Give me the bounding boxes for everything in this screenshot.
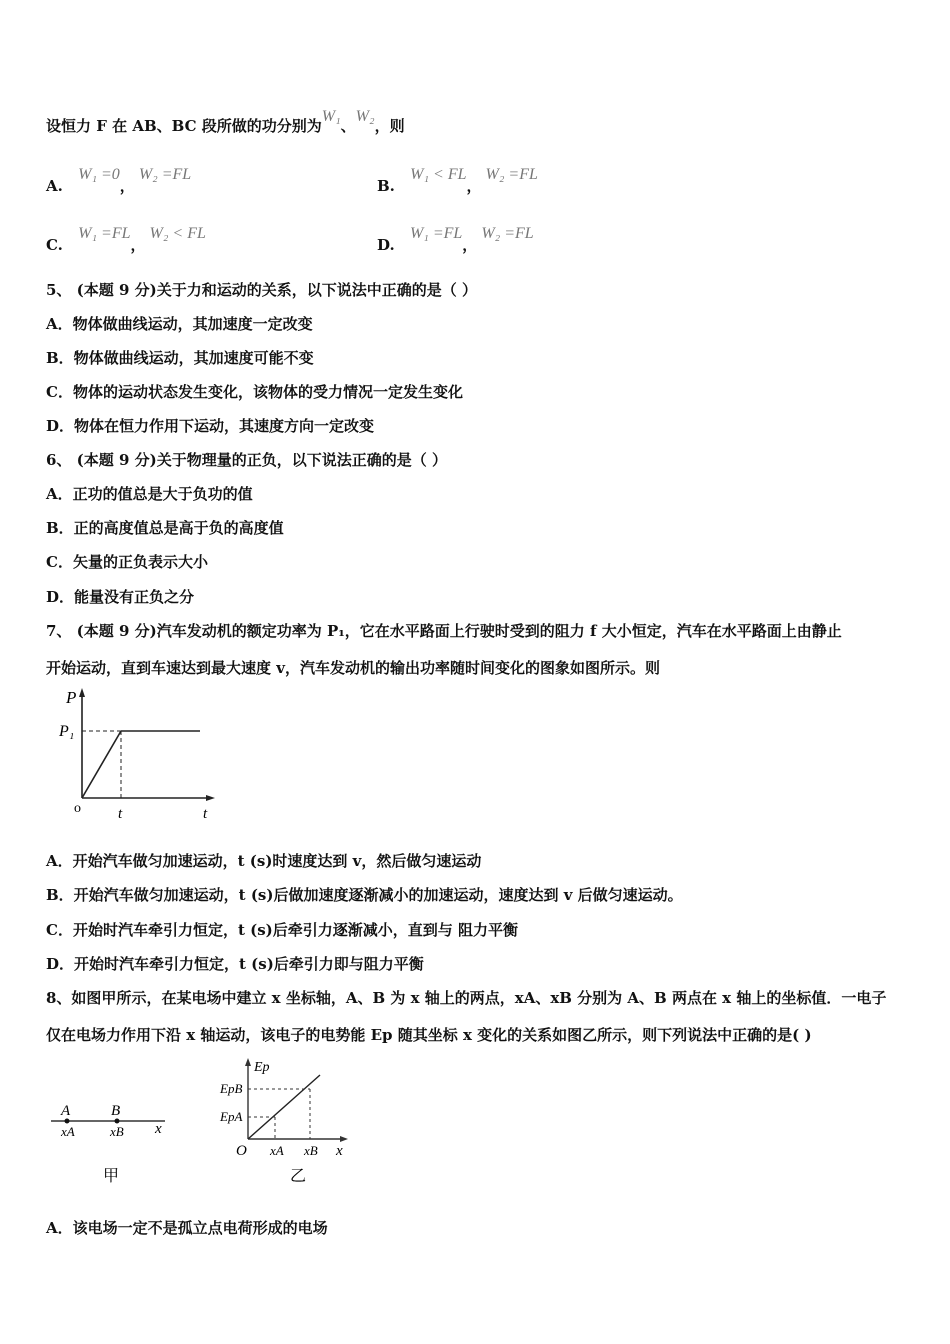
q4-option-d [377,222,534,254]
option-expr: W₁ < FL [410,166,467,183]
figure-jia [45,1095,180,1190]
option-expr: W₁ =FL [78,225,131,242]
option-expr: W₂ =FL [481,225,534,242]
option-comma: ， [119,177,135,195]
option-letter: B. [377,177,395,195]
yi-origin-label: O [236,1143,247,1159]
q6-option-c: C．矢量的正负表示大小 [46,553,208,571]
option-comma: ， [466,177,482,195]
q5-option-a: A．物体做曲线运动，其加速度一定改变 [46,315,313,333]
yi-x-arrow [340,1136,348,1142]
option-expr: W₁ =0 [78,166,120,183]
q4-option-a [46,163,192,195]
graph-p1-label: P₁ [59,723,75,740]
point-b-label: B [111,1103,121,1119]
option-expr: W₂ =FL [138,166,192,183]
intro-tail: ，则 [374,117,405,135]
q6-option-b: B．正的高度值总是高于负的高度值 [46,519,284,537]
q7-option-c: C．开始时汽车牵引力恒定，t (s)后牵引力逐渐减小，直到与 阻力平衡 [46,921,518,939]
w2-symbol: W₂ [355,108,375,125]
yi-caption: 乙 [290,1168,307,1185]
intro-line [46,108,405,137]
figure-yi [218,1055,358,1190]
jia-caption: 甲 [103,1168,120,1185]
graph-x-label: t [203,806,208,822]
yi-ep-line [248,1075,320,1139]
coord-a-label: xA [61,1124,75,1139]
yi-epa-label: EpA [220,1109,243,1124]
intro-sep: 、 [340,117,356,135]
option-expr: W₂ =FL [485,166,538,183]
yi-xa-label: xA [270,1143,284,1158]
point-a-label: A [61,1103,71,1119]
graph-y-label: P [66,688,77,707]
jia-x-label: x [155,1121,162,1137]
q5-stem: 5、 (本题 9 分)关于力和运动的关系，以下说法中正确的是（ ） [46,281,477,299]
option-letter: D. [377,236,395,254]
yi-xb-label: xB [304,1143,318,1158]
graph-ramp-line [82,731,121,798]
option-letter: A. [46,177,63,195]
option-comma: ， [130,236,146,254]
q5-option-c: C．物体的运动状态发生变化，该物体的受力情况一定发生变化 [46,383,463,401]
yi-x-label: x [336,1143,343,1159]
q6-option-d: D．能量没有正负之分 [46,588,195,606]
q8-option-a: A．该电场一定不是孤立点电荷形成的电场 [46,1219,328,1237]
yi-y-arrow [245,1058,251,1066]
q7-option-d: D．开始时汽车牵引力恒定，t (s)后牵引力即与阻力平衡 [46,955,424,973]
q4-option-b [377,163,538,195]
option-expr: W₁ =FL [409,225,463,242]
option-comma: ， [462,236,478,254]
q7-stem-line1: 7、 (本题 9 分)汽车发动机的额定功率为 P₁，它在水平路面上行驶时受到的阻力 f 大小恒定，汽车在水平路面上由静止 [46,622,842,640]
yi-y-label: Ep [254,1060,270,1075]
intro-text: 设恒力 F 在 AB、BC 段所做的功分别为 [46,117,322,135]
q8-stem-line2: 仅在电场力作用下沿 x 轴运动，该电子的电势能 Ep 随其坐标 x 变化的关系如图乙所示，则下列说法中正确的是( ) [46,1026,812,1044]
power-time-graph [55,686,230,826]
q5-option-b: B．物体做曲线运动，其加速度可能不变 [46,349,314,367]
q7-option-b: B．开始汽车做匀加速运动，t (s)后做加速度逐渐减小的加速运动，速度达到 v 后做匀速运动。 [46,886,683,904]
q4-option-c [46,222,206,254]
graph-x-arrow [206,795,215,801]
coord-b-label: xB [110,1124,124,1139]
q7-option-a: A．开始汽车做匀加速运动，t (s)时速度达到 v，然后做匀速运动 [46,852,482,870]
graph-origin-label: o [74,801,81,816]
point-a [65,1119,70,1124]
yi-epb-label: EpB [220,1081,243,1096]
w1-symbol: W₁ [321,108,341,125]
q6-stem: 6、 (本题 9 分)关于物理量的正负，以下说法正确的是（ ） [46,451,447,469]
option-expr: W₂ < FL [149,225,206,242]
q7-stem-line2: 开始运动，直到车速达到最大速度 v，汽车发动机的输出功率随时间变化的图象如图所示。则 [46,659,660,677]
option-letter: C. [46,236,63,254]
q8-stem-line1: 8、如图甲所示，在某电场中建立 x 坐标轴，A、B 为 x 轴上的两点，xA、xB 分别为 A、B 两点在 x 轴上的坐标值．一电子 [46,989,887,1007]
point-b [115,1119,120,1124]
q6-option-a: A．正功的值总是大于负功的值 [46,485,253,503]
graph-t-label: t [118,806,123,822]
graph-y-arrow [79,688,85,697]
q5-option-d: D．物体在恒力作用下运动，其速度方向一定改变 [46,417,375,435]
